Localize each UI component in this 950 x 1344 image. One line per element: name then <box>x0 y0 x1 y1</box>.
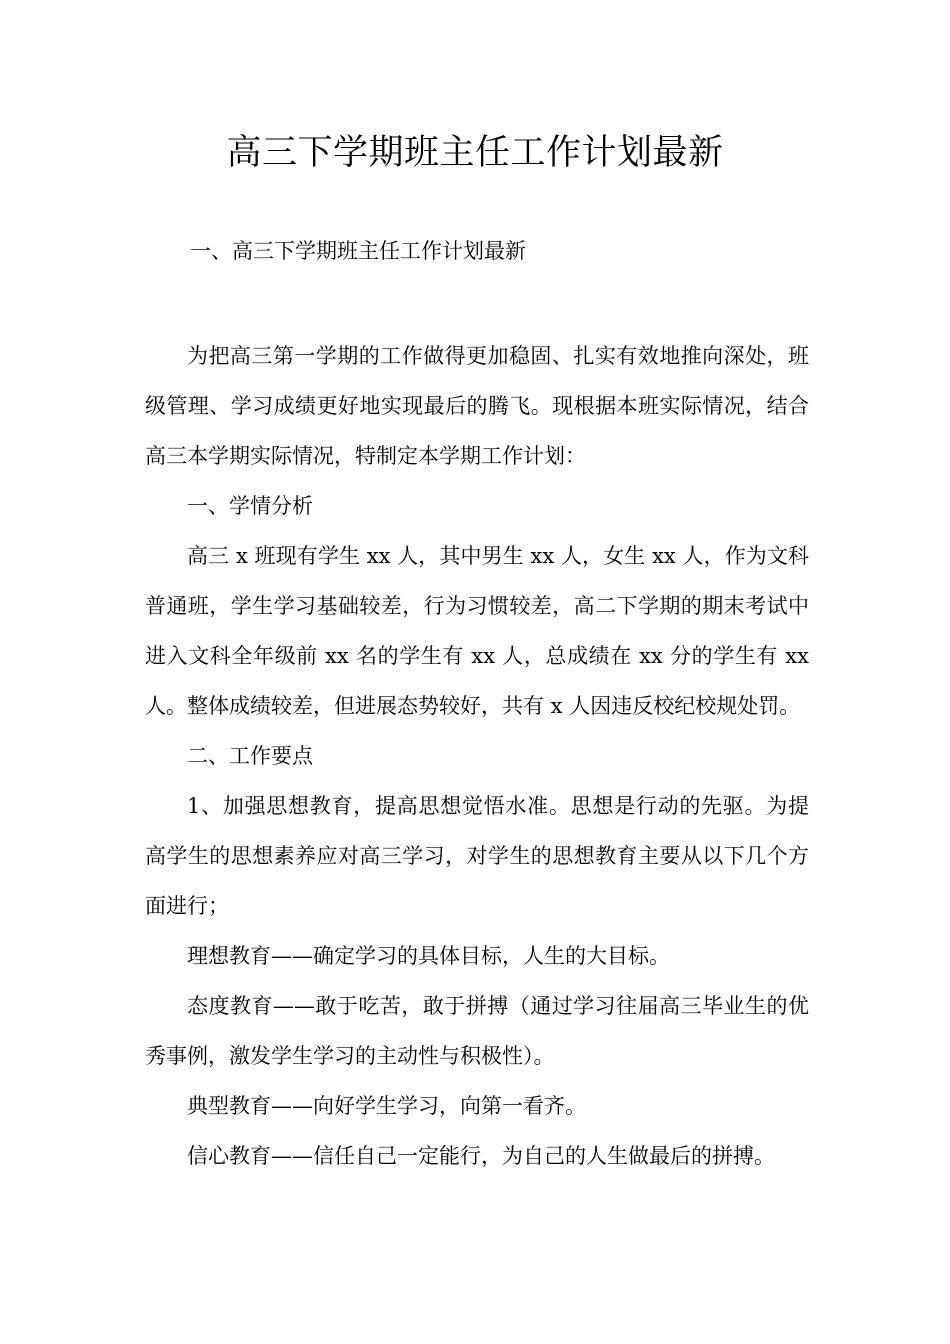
paragraph-intro: 为把高三第一学期的工作做得更加稳固、扎实有效地推向深处，班级管理、学习成绩更好地实现最后的腾飞。现根据本班实际情况，结合高三本学期实际情况，特制定本学期工作计划： <box>145 344 809 468</box>
document-body <box>145 331 809 1181</box>
paragraph-model-education: 典型教育——向好学生学习，向第一看齐。 <box>187 1094 586 1118</box>
paragraph-attitude-education: 态度教育——敢于吃苦，敢于拼搏（通过学习往届高三毕业生的优秀事例，激发学生学习的主动性与积极性）。 <box>145 994 809 1068</box>
heading-situation-analysis: 一、学情分析 <box>187 494 313 518</box>
paragraph-confidence-education: 信心教育——信任自己一定能行，为自己的人生做最后的拼搏。 <box>187 1144 775 1168</box>
section-subtitle: 一、高三下学期班主任工作计划最新 <box>190 239 526 263</box>
paragraph-ideal-education: 理想教育——确定学习的具体目标，人生的大目标。 <box>187 944 670 968</box>
paragraph-situation: 高三 x 班现有学生 xx 人，其中男生 xx 人，女生 xx 人，作为文科普通班，学生学习基础较差，行为习惯较差，高二下学期的期末考试中进入文科全年级前 xx 名的学生有 xx 人，总成绩在 xx 分的学生有 xx 人。整体成绩较差，但进展态势较好，共有 x 人因违反校纪校规处罚。 <box>145 544 809 718</box>
paragraph-point-1: 1、加强思想教育，提高思想觉悟水准。思想是行动的先驱。为提高学生的思想素养应对高三学习，对学生的思想教育主要从以下几个方面进行； <box>145 794 809 918</box>
heading-work-points: 二、工作要点 <box>187 744 313 768</box>
document-title: 高三下学期班主任工作计划最新 <box>226 133 724 173</box>
